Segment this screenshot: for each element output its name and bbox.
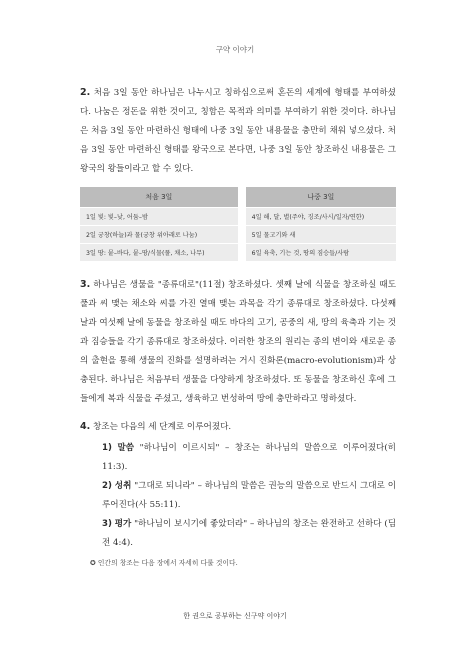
step-number: 3) xyxy=(102,519,112,529)
step-item xyxy=(102,515,396,553)
table-cell: 6일 육축, 기는 것, 땅의 짐승들/사람 xyxy=(246,244,396,262)
step-text: "하나님이 보시기에 좋았더라" – 하나님의 창조는 완전하고 선하다 (딤전 4:4). xyxy=(102,519,396,548)
step-label: 평가 xyxy=(114,519,132,529)
table-header-last-three-days: 나중 3일 xyxy=(246,187,396,208)
page-footer: 한 권으로 공부하는 신구약 이야기 xyxy=(183,612,287,620)
table-row xyxy=(80,244,396,262)
paragraph-3 xyxy=(80,275,396,409)
table-header-first-three-days: 처음 3일 xyxy=(80,187,238,208)
step-text: "그대로 되니라" – 하나님의 말씀은 권능의 말씀으로 반드시 그대로 이루어진다(사 55:11). xyxy=(102,481,397,510)
table-row xyxy=(80,226,396,244)
main-content xyxy=(80,83,396,567)
step-label: 말씀 xyxy=(117,443,135,453)
table-cell: 1일 빛: 빛–낮, 어둠–밤 xyxy=(80,208,238,226)
step-number: 1) xyxy=(102,443,112,453)
creation-steps xyxy=(80,439,396,553)
paragraph-2 xyxy=(80,83,396,179)
step-number: 2) xyxy=(102,481,112,491)
step-item xyxy=(102,477,396,515)
item-text: 처음 3일 동안 하나님은 나누시고 칭하심으로써 혼돈의 세계에 형태를 부여하셨다. 나눔은 정돈을 위한 것이고, 칭함은 목적과 의미를 부여하기 위한 것이다. 하나님은 처음 3일 동안 마련하신 형태에 나중 3일 동안 내용물을 충만히 채워 넣으셨다. 처음 3일 동안 마련하신 형태를 왕국으로 본다면, 나중 3일 동안 창조하신 내용물은 그 왕국의 왕들이라고 할 수 있다. xyxy=(80,88,396,174)
step-text: "하나님이 이르시되" – 창조는 하나님의 말씀으로 이루어졌다(히 11:3). xyxy=(102,443,396,472)
table-row xyxy=(80,208,396,226)
creation-days-table xyxy=(80,187,396,261)
item-number: 3. xyxy=(80,279,91,290)
running-title: 구약 이야기 xyxy=(215,45,255,54)
item-text: 창조는 다음의 세 단계로 이루어졌다. xyxy=(92,422,232,432)
step-item xyxy=(102,439,396,477)
step-label: 성취 xyxy=(114,481,132,491)
table-cell: 5일 물고기와 새 xyxy=(246,226,396,244)
table-cell: 3일 땅: 뭍–바다, 뭍–땅/식물(풀, 채소, 나무) xyxy=(80,244,238,262)
table-cell: 2일 궁창(하늘)과 물(궁창 위아래로 나눔) xyxy=(80,226,238,244)
footnote: ✪ 인간의 창조는 다음 장에서 자세히 다룰 것이다. xyxy=(90,559,238,567)
table-cell: 4일 해, 달, 별(주야, 징조/사시/일자/연한) xyxy=(246,208,396,226)
item-number: 4. xyxy=(80,421,91,432)
paragraph-4 xyxy=(80,417,396,437)
item-text: 하나님은 생물을 "종류대로"(11절) 창조하셨다. 셋째 날에 식물을 창조하실 때도 풀과 씨 맺는 채소와 씨를 가진 열매 맺는 과목을 각기 종류대로 창조하셨다. 다섯째 날과 여섯째 날에 동물을 창조하실 때도 바다의 고기, 공중의 새, 땅의 육축과 기는 것과 짐승들을 각기 종류대로 창조하셨다. 이러한 창조의 원리는 종의 변이와 새로운 종의 출현을 통해 생물의 진화를 설명하려는 거시 진화론(macro-evolutionism)과 상충된다. 하나님은 처음부터 생물을 다양하게 창조하셨다. 또 동물을 창조하신 후에 그들에게 복과 식물을 주셨고, 생육하고 번성하여 땅에 충만하라고 명하셨다. xyxy=(80,280,397,404)
item-number: 2. xyxy=(80,87,91,98)
